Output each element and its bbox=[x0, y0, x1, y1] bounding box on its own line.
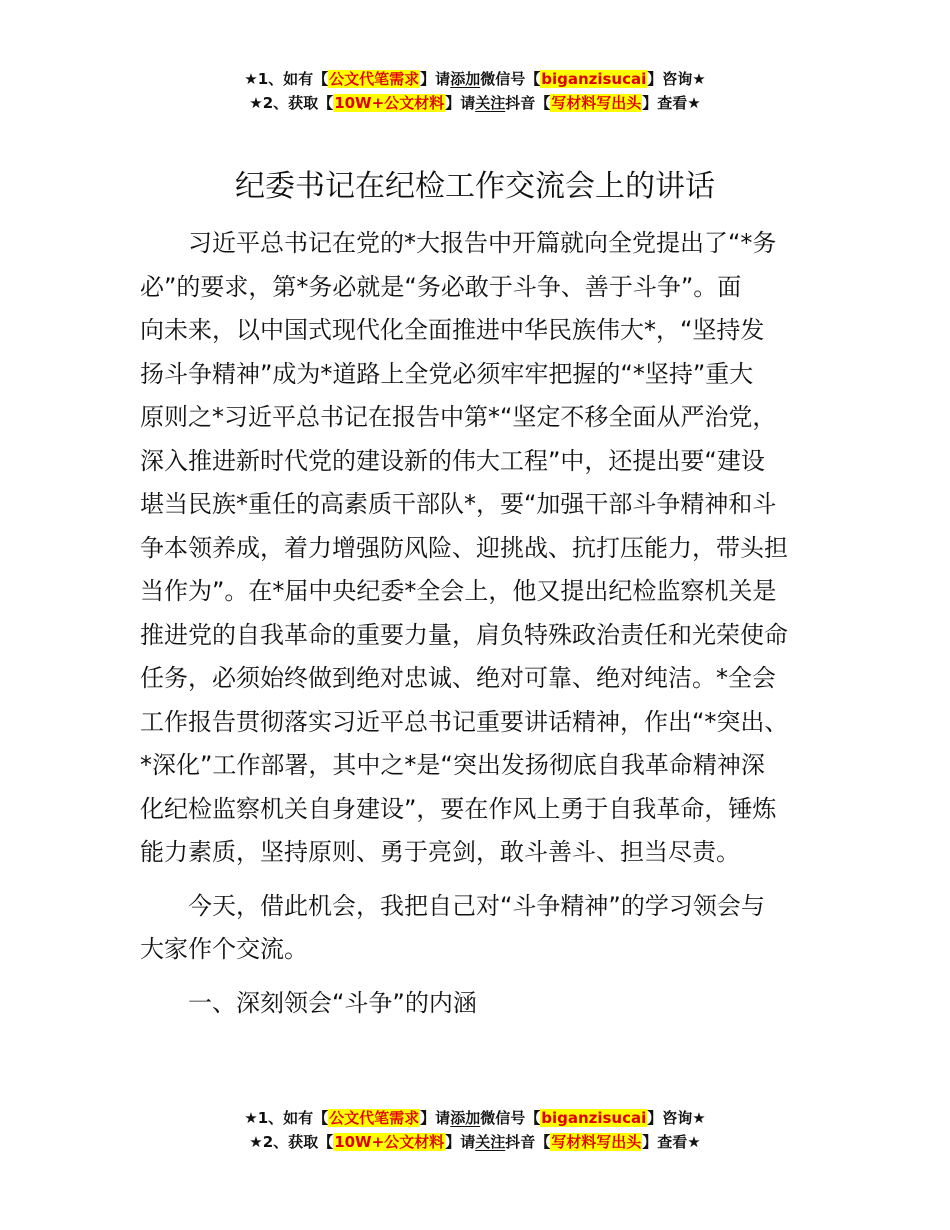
banner-text: ★2、获取【 bbox=[249, 94, 334, 112]
paragraph-line: 向未来，以中国式现代化全面推进中华民族伟大*，“坚持发 bbox=[140, 316, 765, 344]
paragraph-line: 大家作个交流。 bbox=[140, 935, 308, 963]
banner-text: 】请 bbox=[420, 1109, 451, 1127]
banner-text: 微信号【 bbox=[480, 1109, 541, 1127]
paragraph-line: *深化”工作部署，其中之*是“突出发扬彻底自我革命精神深 bbox=[140, 751, 765, 779]
banner-line-1 bbox=[0, 67, 950, 91]
paragraph-line: 今天，借此机会，我把自己对“斗争精神”的学习领会与 bbox=[188, 891, 765, 920]
banner-highlight: 写材料写出头 bbox=[551, 1133, 642, 1151]
banner-text: 】请 bbox=[445, 1133, 476, 1151]
banner-highlight: biganzisucai bbox=[541, 1109, 647, 1127]
banner-highlight: 公文代笔需求 bbox=[329, 70, 420, 88]
paragraph-line: 任务，必须始终做到绝对忠诚、绝对可靠、绝对纯洁。*全会 bbox=[140, 664, 776, 692]
banner-text: 抖音【 bbox=[505, 1133, 551, 1151]
banner-text: 抖音【 bbox=[505, 94, 551, 112]
banner-underlined: 关注 bbox=[475, 1133, 506, 1151]
banner-underlined: 添加 bbox=[450, 1109, 481, 1127]
paragraph-line: 推进党的自我革命的重要力量，肩负特殊政治责任和光荣使命 bbox=[140, 620, 788, 649]
paragraph-line: 当作为”。在*届中央纪委*全会上，他又提出纪检监察机关是 bbox=[140, 577, 777, 605]
header-banner bbox=[0, 67, 950, 115]
paragraph-line: 必”的要求，第*务必就是“务必敢于斗争、善于斗争”。面 bbox=[140, 272, 742, 301]
banner-text: ★2、获取【 bbox=[249, 1133, 334, 1151]
paragraph-line: 原则之*习近平总书记在报告中第*“坚定不移全面从严治党， bbox=[140, 403, 777, 431]
banner-highlight: biganzisucai bbox=[541, 70, 647, 88]
paragraph-2 bbox=[140, 885, 840, 972]
paragraph-line: 能力素质，坚持原则、勇于亮剑，敢斗善斗、担当尽责。 bbox=[140, 838, 740, 866]
banner-text: 】咨询★ bbox=[647, 70, 706, 88]
section-heading: 一、深刻领会“斗争”的内涵 bbox=[188, 988, 477, 1017]
paragraph-1 bbox=[140, 222, 840, 875]
banner-line-1 bbox=[0, 1106, 950, 1130]
paragraph-line: 工作报告贯彻落实习近平总书记重要讲话精神，作出“*突出、 bbox=[140, 707, 789, 736]
banner-highlight: 10W+公文材料 bbox=[334, 94, 445, 112]
banner-highlight: 公文代笔需求 bbox=[329, 1109, 420, 1127]
paragraph-line: 深入推进新时代党的建设新的伟大工程”中，还提出要“建设 bbox=[140, 446, 765, 475]
banner-underlined: 关注 bbox=[475, 94, 506, 112]
banner-highlight: 10W+公文材料 bbox=[334, 1133, 445, 1151]
paragraph-line: 扬斗争精神”成为*道路上全党必须牢牢把握的“*坚持”重大 bbox=[140, 359, 754, 388]
banner-underlined: 添加 bbox=[450, 70, 481, 88]
banner-text: ★1、如有【 bbox=[244, 70, 329, 88]
document-body bbox=[140, 222, 840, 1025]
footer-banner bbox=[0, 1106, 950, 1154]
banner-text: 】咨询★ bbox=[647, 1109, 706, 1127]
paragraph-line: 争本领养成，着力增强防风险、迎挑战、抗打压能力，带头担 bbox=[140, 533, 788, 562]
banner-text: 】请 bbox=[420, 70, 451, 88]
banner-text: ★1、如有【 bbox=[244, 1109, 329, 1127]
paragraph-line: 习近平总书记在党的*大报告中开篇就向全党提出了“*务 bbox=[188, 229, 777, 257]
banner-highlight: 写材料写出头 bbox=[551, 94, 642, 112]
banner-text: 】请 bbox=[445, 94, 476, 112]
paragraph-line: 化纪检监察机关自身建设”，要在作风上勇于自我革命，锤炼 bbox=[140, 794, 777, 823]
banner-text: 微信号【 bbox=[480, 70, 541, 88]
document-title: 纪委书记在纪检工作交流会上的讲话 bbox=[235, 169, 715, 204]
banner-line-2 bbox=[0, 1130, 950, 1154]
paragraph-line: 堪当民族*重任的高素质干部队*，要“加强干部斗争精神和斗 bbox=[140, 490, 777, 518]
banner-text: 】查看★ bbox=[642, 1133, 701, 1151]
banner-text: 】查看★ bbox=[642, 94, 701, 112]
banner-line-2 bbox=[0, 91, 950, 115]
